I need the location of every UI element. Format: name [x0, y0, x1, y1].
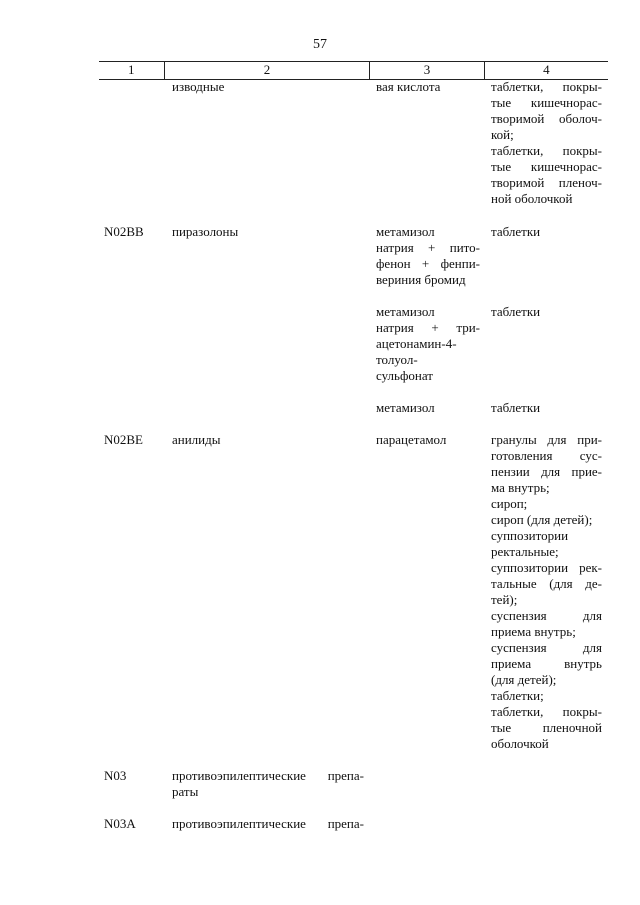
- table-row-4-group: [172, 768, 364, 800]
- cell-text: метамизол: [376, 400, 435, 415]
- cell-text: ректальные;: [491, 544, 559, 559]
- cell-text: тые кишечнорас-: [491, 95, 602, 110]
- cell-text: творимой оболоч-: [491, 111, 602, 126]
- cell-text: оболочкой: [491, 736, 549, 751]
- column-header-4: 4: [484, 62, 608, 79]
- cell-text: таблетки, покры-: [491, 704, 602, 719]
- cell-text: (для детей);: [491, 672, 557, 687]
- column-header-2: 2: [164, 62, 370, 79]
- cell-text: фенон + фенпи-: [376, 256, 480, 271]
- cell-text: пензии для прие-: [491, 464, 602, 479]
- cell-text: метамизол: [376, 304, 435, 319]
- cell-text: сироп;: [491, 496, 528, 511]
- cell-text: противоэпилептические препа-: [172, 768, 364, 783]
- cell-text: тальные (для де-: [491, 576, 602, 591]
- table-header-row: [99, 61, 608, 80]
- cell-text: суспензия для: [491, 640, 602, 655]
- table-row-2-substance-1: [376, 224, 480, 288]
- cell-text: раты: [172, 784, 199, 799]
- cell-text: готовления сус-: [491, 448, 602, 463]
- cell-text: ма внутрь;: [491, 480, 550, 495]
- cell-text: толуол-: [376, 352, 418, 367]
- cell-text: сироп (для детей);: [491, 512, 593, 527]
- cell-text: натрия + пито-: [376, 240, 480, 255]
- table-row-5-group: [172, 816, 364, 832]
- cell-text: таблетки, покры-: [491, 143, 602, 158]
- table-row-2-forms-3: [491, 400, 602, 416]
- cell-text: метамизол: [376, 224, 435, 239]
- table-row-3-forms: [491, 432, 602, 752]
- table-row-3-group: анилиды: [172, 432, 221, 447]
- column-header-3: 3: [369, 62, 483, 79]
- cell-text: тей);: [491, 592, 518, 607]
- column-header-1: 1: [128, 62, 135, 77]
- cell-text: натрия + три-: [376, 320, 480, 335]
- table-row-2-group: пиразолоны: [172, 224, 239, 239]
- cell-text: сульфонат: [376, 368, 433, 383]
- cell-text: тые кишечнорас-: [491, 159, 602, 174]
- cell-text: парацетамол: [376, 432, 447, 447]
- cell-text: гранулы для при-: [491, 432, 602, 447]
- cell-text: ацетонамин-4-: [376, 336, 457, 351]
- cell-text: таблетки;: [491, 688, 544, 703]
- cell-text: таблетки: [491, 400, 541, 415]
- table-row-2-substance-3: [376, 400, 480, 416]
- table-row-2-forms-2: [491, 304, 602, 320]
- table-row-4-code: N03: [104, 768, 127, 783]
- cell-text: таблетки: [491, 224, 541, 239]
- cell-text: суппозитории рек-: [491, 560, 602, 575]
- table-row-2-substance-2: [376, 304, 480, 384]
- cell-text: противоэпилептические препа-: [172, 816, 364, 831]
- table-row-3-substance: [376, 432, 480, 448]
- table-row-1-group: [172, 79, 364, 95]
- cell-text: тые пленочной: [491, 720, 602, 735]
- table-row-5-code: N03A: [104, 816, 136, 831]
- cell-text: ной оболочкой: [491, 191, 573, 206]
- cell-text: суспензия для: [491, 608, 602, 623]
- cell-text: вериния бромид: [376, 272, 466, 287]
- cell-text: приема внутрь;: [491, 624, 576, 639]
- cell-text: приема внутрь: [491, 656, 602, 671]
- cell-text: изводные: [172, 79, 225, 94]
- table-row-1-forms: [491, 79, 602, 207]
- cell-text: кой;: [491, 127, 514, 142]
- table-row-3-code: N02BE: [104, 432, 143, 447]
- table-row-2-forms-1: [491, 224, 602, 240]
- cell-text: таблетки: [491, 304, 541, 319]
- table-row-1-substance: [376, 79, 480, 95]
- page-number: 57: [313, 37, 327, 52]
- table-row-2-code: N02BB: [104, 224, 144, 239]
- cell-text: таблетки, покры-: [491, 79, 602, 94]
- cell-text: творимой пленоч-: [491, 175, 602, 190]
- cell-text: суппозитории: [491, 528, 569, 543]
- cell-text: вая кислота: [376, 79, 441, 94]
